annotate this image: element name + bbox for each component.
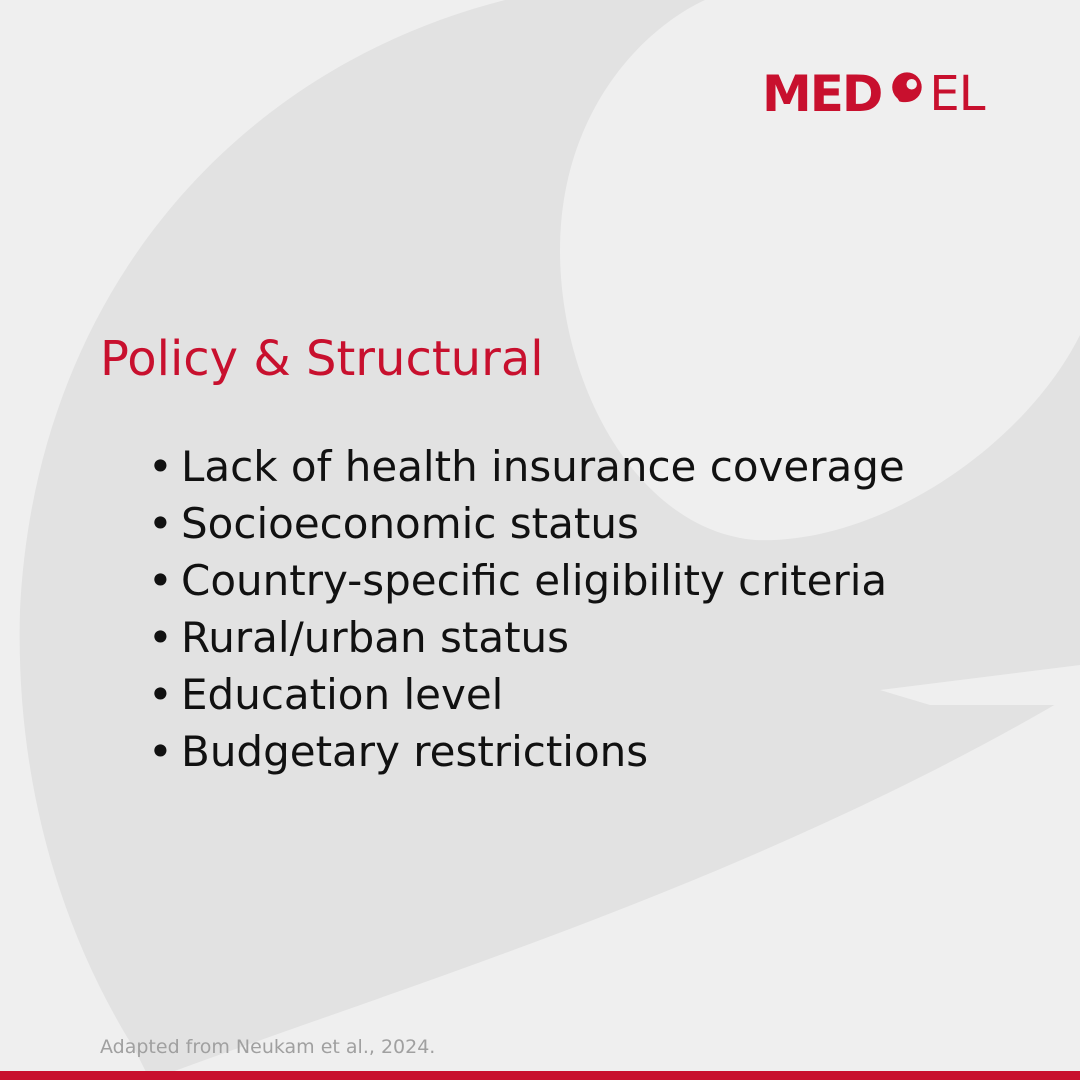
source-citation: Adapted from Neukam et al., 2024. (100, 1036, 436, 1058)
bullet-text: Budgetary restrictions (181, 727, 649, 776)
logo-text-med: MED (762, 65, 882, 123)
bullet-dot-icon: • (148, 442, 173, 491)
bullet-text: Rural/urban status (181, 613, 570, 662)
bullet-item (148, 495, 905, 552)
bullet-text: Lack of health insurance coverage (181, 442, 905, 491)
bullet-dot-icon: • (148, 727, 173, 776)
bullet-item (148, 438, 905, 495)
bullet-dot-icon: • (148, 556, 173, 605)
brand-bottom-bar (0, 1071, 1080, 1080)
bullet-dot-icon: • (148, 613, 173, 662)
bullet-item (148, 723, 905, 780)
med-el-logo (762, 66, 1012, 122)
logo-text-el: EL (929, 66, 985, 122)
bullet-item (148, 666, 905, 723)
section-heading: Policy & Structural (100, 331, 544, 387)
bullet-dot-icon: • (148, 499, 173, 548)
bullet-text: Socioeconomic status (181, 499, 639, 548)
ear-swirl-icon (887, 69, 925, 109)
bullet-list (148, 438, 905, 780)
bullet-text: Education level (181, 670, 504, 719)
bullet-text: Country-specific eligibility criteria (181, 556, 888, 605)
background-swirl-tail (880, 665, 1080, 705)
bullet-dot-icon: • (148, 670, 173, 719)
bullet-item (148, 552, 905, 609)
bullet-item (148, 609, 905, 666)
